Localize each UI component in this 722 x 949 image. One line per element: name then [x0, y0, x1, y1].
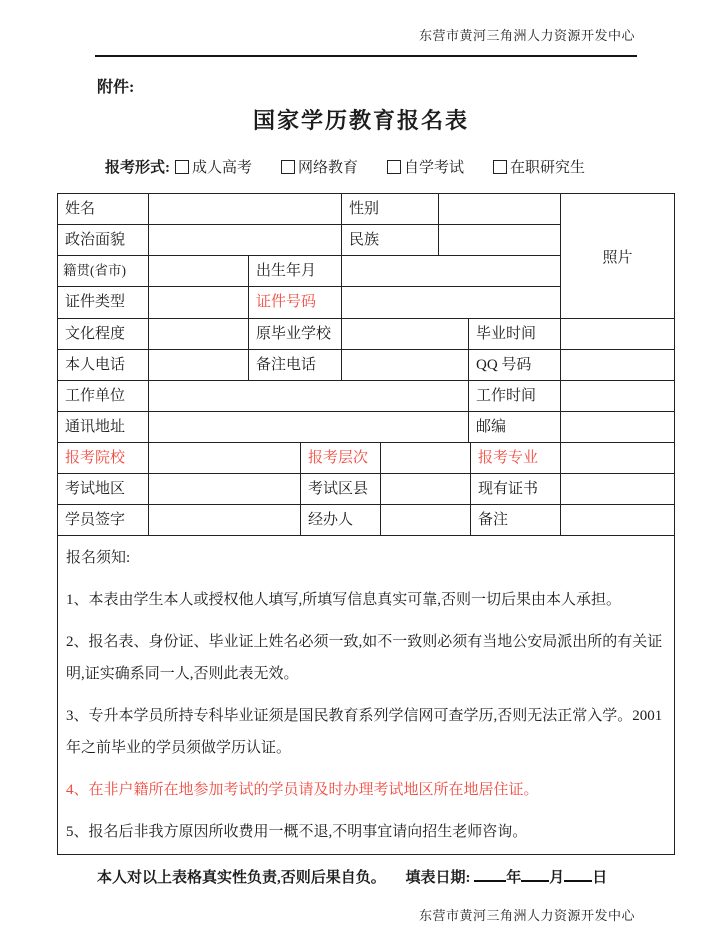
fill-date-label: 填表日期:: [405, 870, 471, 886]
label-exam-region: 考试地区: [58, 474, 149, 504]
exam-form-row: [105, 156, 585, 177]
input-alt-phone[interactable]: [342, 350, 469, 380]
photo-section-left: [58, 194, 561, 318]
input-native-place[interactable]: [149, 256, 249, 286]
checkbox-icon[interactable]: [387, 160, 401, 174]
label-apply-level: 报考层次: [301, 443, 381, 473]
table-row: [58, 225, 561, 256]
label-employer: 工作单位: [58, 381, 149, 411]
label-native-place: 籍贯(省市): [58, 256, 149, 286]
input-exam-county[interactable]: [381, 474, 471, 504]
label-birth-date: 出生年月: [249, 256, 342, 286]
note-item: 4、在非户籍所在地参加考试的学员请及时办理考试地区所在地居住证。: [66, 782, 539, 798]
note-item: 5、报名后非我方原因所收费用一概不退,不明事宜请向招生老师咨询。: [66, 824, 528, 840]
label-postal-code: 邮编: [469, 412, 561, 442]
option-self-study-exam: [387, 156, 464, 177]
note-item: 3、专升本学员所持专科毕业证须是国民教育系列学信网可查学历,否则无法正常入学。2001 年之前毕业的学员须做学历认证。: [66, 708, 663, 756]
input-student-signature[interactable]: [149, 505, 301, 535]
option-label: 成人高考: [192, 160, 253, 176]
declaration-row: [97, 866, 607, 887]
input-political-status[interactable]: [149, 225, 342, 255]
label-qq-number: QQ 号码: [469, 350, 561, 380]
input-apply-level[interactable]: [381, 443, 471, 473]
input-ethnicity[interactable]: [439, 225, 561, 255]
table-row: [58, 287, 561, 318]
input-personal-phone[interactable]: [149, 350, 249, 380]
page-title: 国家学历教育报名表: [252, 108, 469, 133]
input-graduation-time[interactable]: [561, 319, 674, 349]
input-name[interactable]: [149, 194, 342, 224]
label-id-type: 证件类型: [58, 287, 149, 318]
label-personal-phone: 本人电话: [58, 350, 149, 380]
input-id-number[interactable]: [342, 287, 561, 318]
option-inservice-postgraduate: [493, 156, 585, 177]
table-row: [58, 474, 674, 505]
label-previous-school: 原毕业学校: [249, 319, 342, 349]
registration-notes: [58, 536, 674, 854]
table-row: [58, 443, 674, 474]
declaration-statement: 本人对以上表格真实性负责,否则后果自负。: [97, 870, 386, 886]
note-item: 1、本表由学生本人或授权他人填写,所填写信息真实可靠,否则一切后果由本人承担。: [66, 592, 622, 608]
label-student-signature: 学员签字: [58, 505, 149, 535]
note-item: 2、报名表、身份证、毕业证上姓名必须一致,如不一致则必须有当地公安局派出所的有关证明,证实确系同一人,否则此表无效。: [66, 634, 663, 682]
label-exam-county: 考试区县: [301, 474, 381, 504]
label-graduation-time: 毕业时间: [469, 319, 561, 349]
label-handler: 经办人: [301, 505, 381, 535]
input-employer[interactable]: [149, 381, 469, 411]
input-apply-major[interactable]: [561, 443, 674, 473]
table-row: [58, 412, 674, 443]
year-unit-label: 年: [506, 870, 522, 886]
table-row: [58, 319, 674, 350]
input-existing-certificate[interactable]: [561, 474, 674, 504]
table-row: [58, 194, 561, 225]
input-postal-code[interactable]: [561, 412, 674, 442]
checkbox-icon[interactable]: [493, 160, 507, 174]
label-apply-school: 报考院校: [58, 443, 149, 473]
date-month-blank[interactable]: [521, 866, 549, 882]
attachment-label: 附件:: [97, 79, 135, 96]
table-row: [58, 505, 674, 536]
input-gender[interactable]: [439, 194, 561, 224]
input-birth-date[interactable]: [342, 256, 561, 286]
photo-cell: [561, 194, 674, 318]
input-work-time[interactable]: [561, 381, 674, 411]
input-exam-region[interactable]: [149, 474, 301, 504]
label-remark: 备注: [471, 505, 561, 535]
label-ethnicity: 民族: [342, 225, 439, 255]
label-political-status: 政治面貌: [58, 225, 149, 255]
month-unit-label: 月: [549, 870, 565, 886]
table-row: [58, 381, 674, 412]
input-mailing-address[interactable]: [149, 412, 469, 442]
option-label: 网络教育: [298, 160, 359, 176]
date-year-blank[interactable]: [474, 866, 506, 882]
label-education-level: 文化程度: [58, 319, 149, 349]
label-mailing-address: 通讯地址: [58, 412, 149, 442]
input-education-level[interactable]: [149, 319, 249, 349]
notes-heading: 报名须知:: [66, 550, 131, 566]
header-divider: [95, 55, 637, 57]
footer-org-name: 东营市黄河三角洲人力资源开发中心: [418, 908, 635, 923]
option-label: 自学考试: [404, 160, 465, 176]
label-work-time: 工作时间: [469, 381, 561, 411]
exam-form-label: 报考形式:: [105, 160, 170, 176]
label-alt-phone: 备注电话: [249, 350, 342, 380]
checkbox-icon[interactable]: [175, 160, 189, 174]
input-apply-school[interactable]: [149, 443, 301, 473]
label-name: 姓名: [58, 194, 149, 224]
label-apply-major: 报考专业: [471, 443, 561, 473]
input-remark[interactable]: [561, 505, 674, 535]
input-id-type[interactable]: [149, 287, 249, 318]
option-label: 在职研究生: [510, 160, 586, 176]
option-online-education: [281, 156, 358, 177]
option-adult-gaokao: [175, 156, 252, 177]
registration-table: [57, 193, 675, 855]
photo-section: [58, 194, 674, 319]
header-org-name: 东营市黄河三角洲人力资源开发中心: [418, 28, 635, 43]
input-previous-school[interactable]: [342, 319, 469, 349]
input-qq-number[interactable]: [561, 350, 674, 380]
photo-label: 照片: [602, 249, 633, 266]
checkbox-icon[interactable]: [281, 160, 295, 174]
table-row: [58, 256, 561, 287]
label-gender: 性别: [342, 194, 439, 224]
label-existing-certificate: 现有证书: [471, 474, 561, 504]
day-unit-label: 日: [592, 870, 608, 886]
date-day-blank[interactable]: [564, 866, 592, 882]
label-id-number: 证件号码: [249, 287, 342, 318]
table-row: [58, 350, 674, 381]
input-handler[interactable]: [381, 505, 471, 535]
